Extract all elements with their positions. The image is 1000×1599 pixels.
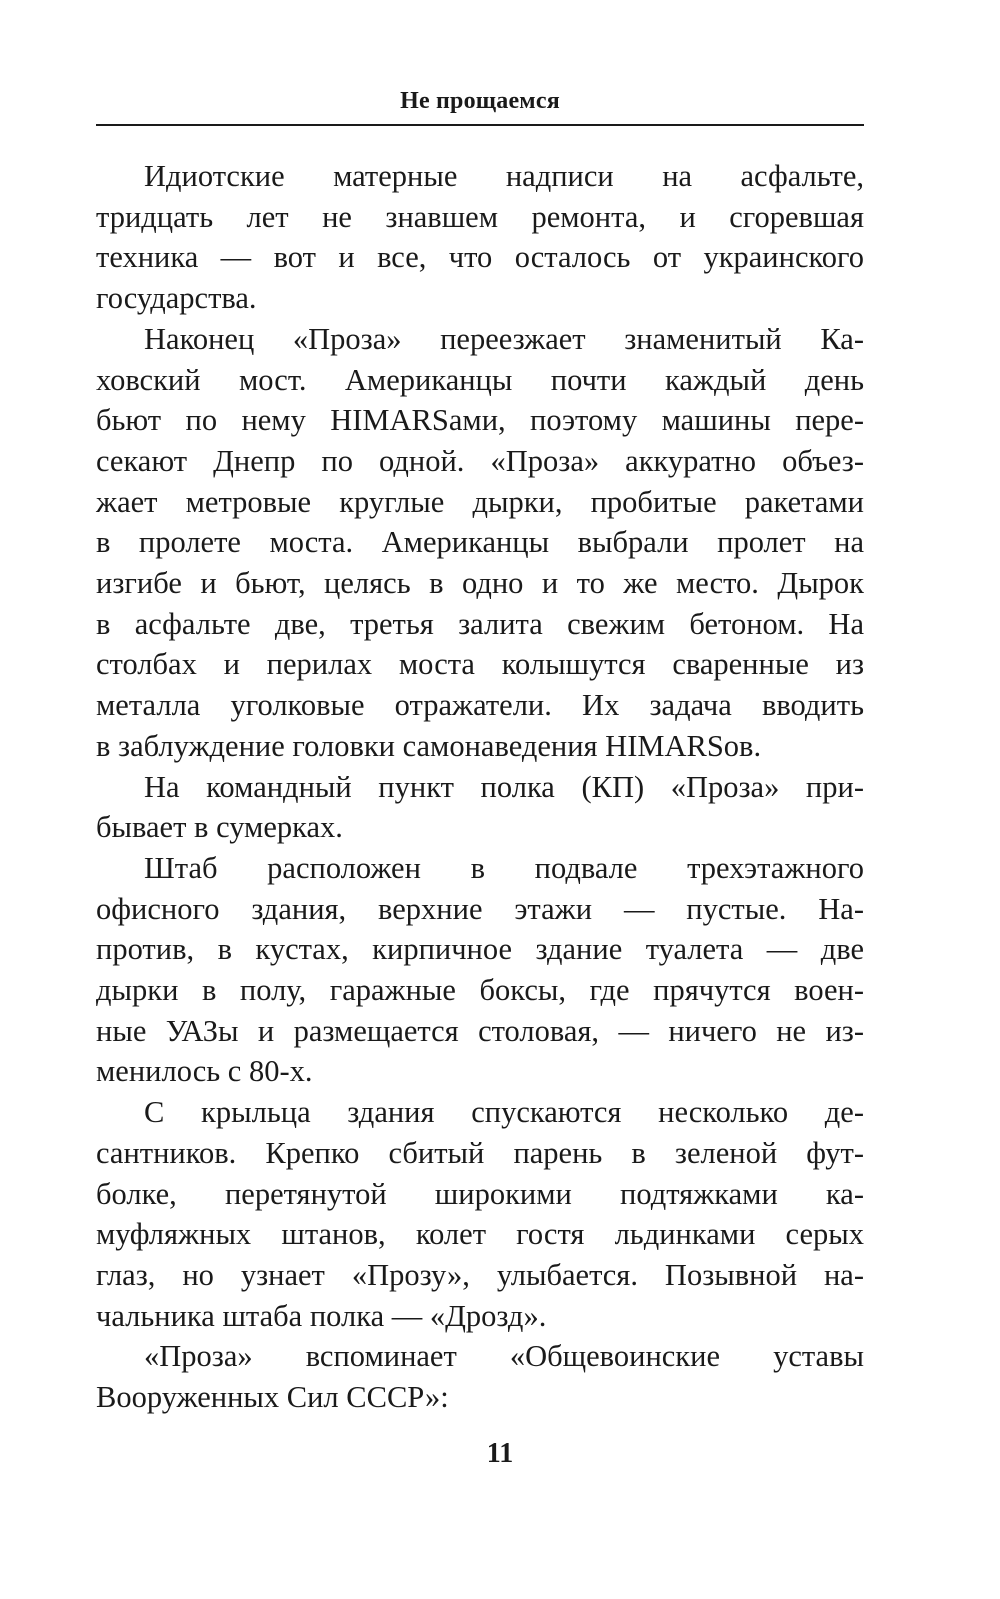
text-line: техника — вот и все, что осталось от украинского (96, 240, 864, 275)
text-line: менилось с 80-х. (96, 1054, 313, 1089)
text-line: муфляжных штанов, колет гостя льдинками серых (96, 1217, 864, 1252)
paragraph (96, 767, 864, 848)
text-line: секают Днепр по одной. «Проза» аккуратно объез- (96, 443, 864, 478)
paragraph (96, 848, 864, 1092)
text-line: Штаб расположен в подвале трехэтажного (144, 850, 864, 885)
text-line: металла уголковые отражатели. Их задача вводить (96, 688, 864, 723)
text-line: С крыльца здания спускаются несколько де- (144, 1095, 864, 1130)
text-line: Наконец «Проза» переезжает знаменитый Ка- (144, 321, 864, 356)
text-line: болке, перетянутой широкими подтяжками ка- (96, 1176, 864, 1211)
paragraph (96, 1092, 864, 1336)
text-line: в асфальте две, третья залита свежим бетоном. На (96, 606, 864, 641)
text-line: против, в кустах, кирпичное здание туалета — две (96, 932, 864, 967)
text-line: изгибе и бьют, целясь в одно и то же место. Дырок (96, 566, 864, 601)
text-line: чальника штаба полка — «Дрозд». (96, 1298, 547, 1333)
text-line: На командный пункт полка (КП) «Проза» при- (144, 769, 864, 804)
text-line: дырки в полу, гаражные боксы, где прячутся воен- (96, 973, 864, 1008)
text-line: столбах и перилах моста колышутся сваренные из (96, 647, 864, 682)
text-line: глаз, но узнает «Прозу», улыбается. Позывной на- (96, 1257, 864, 1292)
text-line: в заблуждение головки самонаведения HIMARSов. (96, 728, 762, 763)
text-line: Вооруженных Сил СССР»: (96, 1380, 449, 1415)
text-line: ховский мост. Американцы почти каждый день (96, 362, 864, 397)
text-line: в пролете моста. Американцы выбрали пролет на (96, 525, 864, 560)
text-line: государства. (96, 281, 257, 316)
header-divider (96, 124, 864, 126)
body-text (96, 156, 864, 1418)
paragraph (96, 1336, 864, 1417)
paragraph (96, 319, 864, 767)
running-head-title: Не прощаемся (400, 88, 560, 114)
text-line: сантников. Крепко сбитый парень в зеленой фут- (96, 1135, 864, 1170)
text-line: жает метровые круглые дырки, пробитые ракетами (96, 484, 864, 519)
text-line: тридцать лет не знавшем ремонта, и сгоревшая (96, 199, 864, 234)
text-line: бьют по нему HIMARSами, поэтому машины пере- (96, 403, 864, 438)
paragraph (96, 156, 864, 319)
text-line: ные УАЗы и размещается столовая, — ничего не из- (96, 1013, 864, 1048)
text-line: «Проза» вспоминает «Общевоинские уставы (144, 1339, 864, 1374)
page-number: 11 (486, 1438, 514, 1469)
text-line: офисного здания, верхние этажи — пустые. На- (96, 891, 864, 926)
text-line: бывает в сумерках. (96, 810, 343, 845)
text-line: Идиотские матерные надписи на асфальте, (144, 159, 864, 193)
